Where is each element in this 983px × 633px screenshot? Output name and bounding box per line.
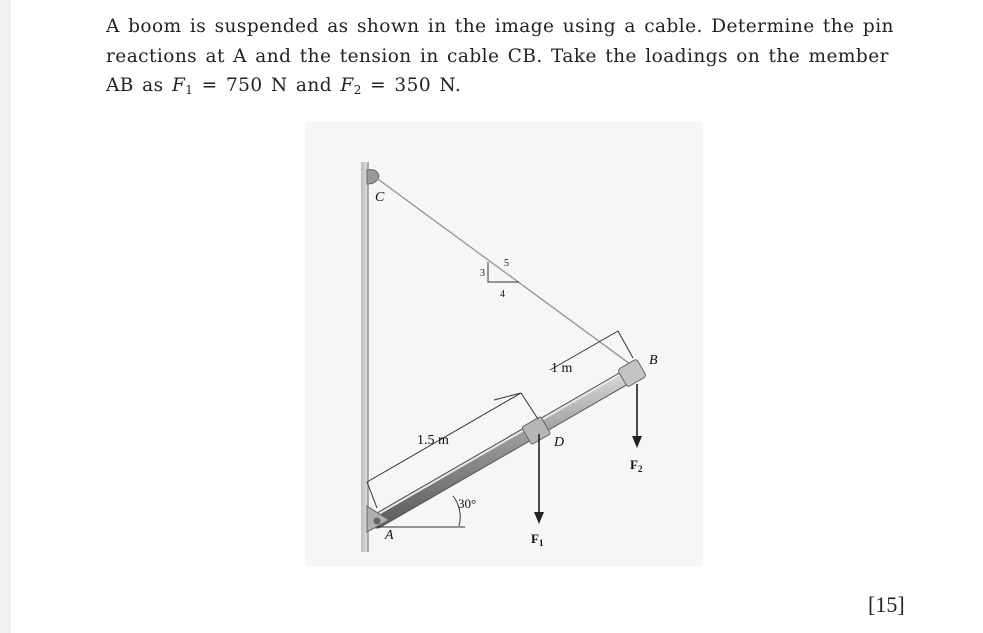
angle-label-30: 30°	[458, 496, 477, 511]
slope-label-3: 3	[480, 268, 485, 279]
f1-subscript: 1	[185, 83, 194, 97]
marks-label: [15]	[868, 592, 905, 617]
cable-cb	[375, 177, 630, 364]
force-f2-letter: F	[630, 457, 638, 472]
boom-diagram	[305, 122, 703, 566]
dim-extension-d	[521, 393, 538, 419]
dim-label-1m: 1 m	[551, 361, 573, 376]
problem-line-3	[106, 71, 906, 106]
dim-label-1-5m: 1.5 m	[417, 433, 449, 448]
boom-diagram-svg	[305, 122, 703, 566]
force-f1-sub: 1	[538, 538, 544, 548]
slope-label-4: 4	[500, 289, 505, 300]
left-rail	[0, 0, 11, 633]
boom-ab	[375, 367, 635, 521]
force-f1-arrowhead	[534, 512, 544, 524]
dim-tick-d	[494, 393, 521, 400]
line3-prefix: AB as	[106, 75, 172, 96]
label-a: A	[385, 528, 394, 543]
force-f2-arrowhead	[632, 436, 642, 448]
problem-line-1: A boom is suspended as shown in the image using a cable. Determine the pin	[106, 16, 894, 37]
problem-line-2: reactions at A and the tension in cable CB. Take the loadings on the member	[106, 45, 889, 67]
slope-label-5: 5	[504, 258, 509, 269]
label-d: D	[554, 435, 565, 450]
bracket-c	[367, 170, 379, 184]
f1-value: = 750 N and	[193, 75, 341, 96]
label-b: B	[649, 353, 658, 368]
problem-statement	[106, 12, 906, 106]
force-f1-letter: F	[531, 531, 539, 546]
force-label-f2	[630, 457, 643, 474]
f2-subscript: 2	[353, 83, 362, 97]
f2-symbol: F	[340, 75, 354, 96]
pin-a	[374, 518, 381, 525]
f2-value: = 350 N.	[361, 75, 462, 96]
f1-symbol: F	[171, 75, 186, 96]
dim-extension-b	[618, 331, 633, 358]
force-f2-sub: 2	[637, 464, 643, 474]
label-c: C	[375, 190, 385, 205]
force-label-f1	[531, 531, 544, 548]
